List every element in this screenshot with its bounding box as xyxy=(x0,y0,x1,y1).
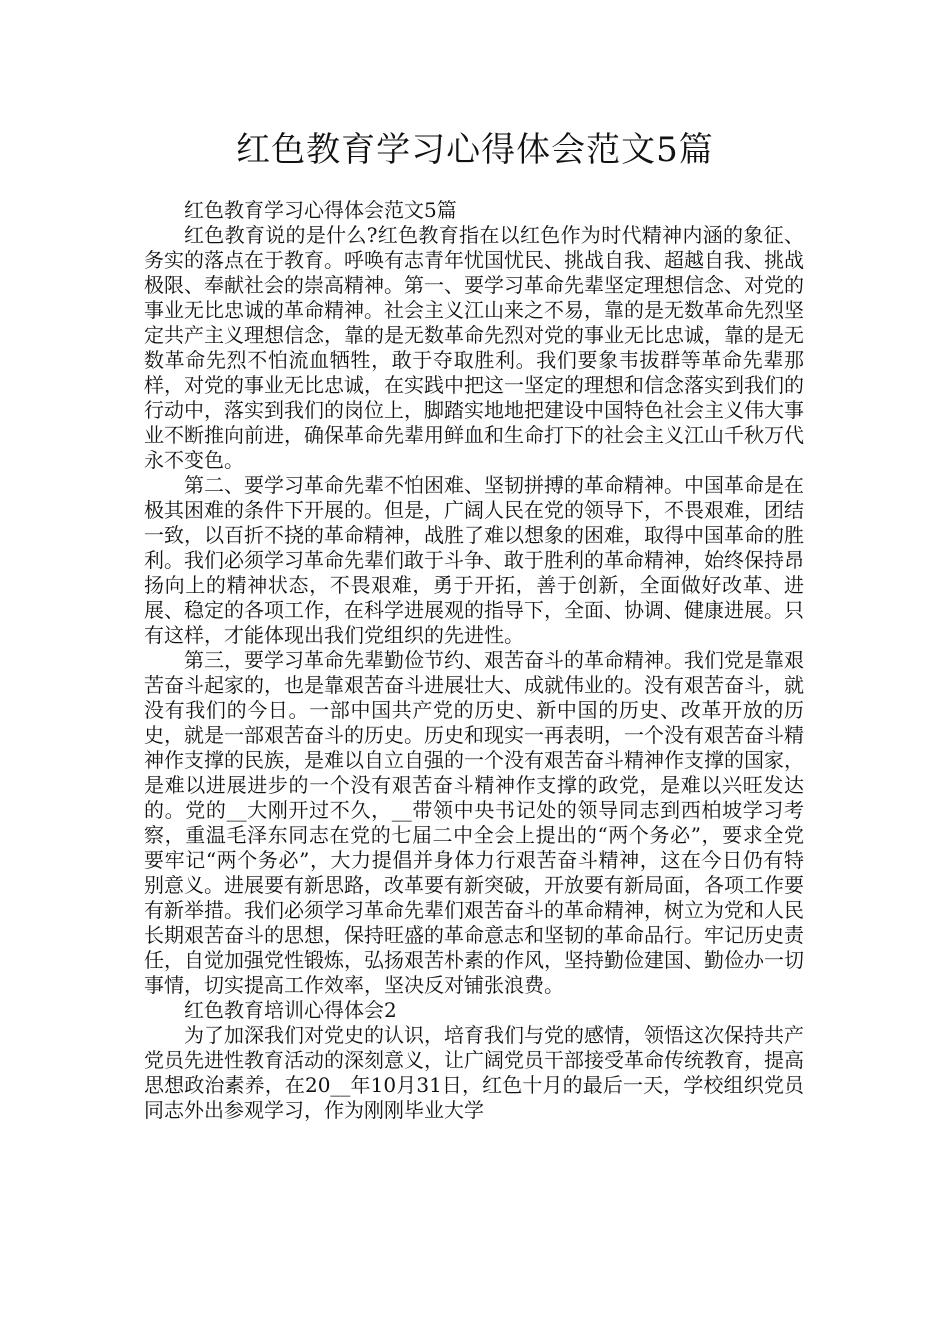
document-title: 红色教育学习心得体会范文5篇 xyxy=(236,130,714,170)
paragraph-section-heading: 红色教育培训心得体会2 xyxy=(184,998,397,1022)
paragraph-subtitle: 红色教育学习心得体会范文5篇 xyxy=(184,198,457,222)
paragraph-intro: 红色教育说的是什么?红色教育指在以红色作为时代精神内涵的象征、务实的落点在于教育。呼唤有志青年忧国忧民、挑战自我、超越自我、挑战极限、奉献社会的崇高精神。第一、要学习革命先辈坚定理想信念、对党的事业无比忠诚的革命精神。社会主义江山来之不易，靠的是无数革命先烈坚定共产主义理想信念，靠的是无数革命先烈对党的事业无比忠诚，靠的是无数革命先烈不怕流血牺牲，敢于夺取胜利。我们要象韦拔群等革命先辈那样，对党的事业无比忠诚，在实践中把这一坚定的理想和信念落实到我们的行动中，落实到我们的岗位上，脚踏实地地把建设中国特色社会主义伟大事业不断推向前进，确保革命先辈用鲜血和生命打下的社会主义江山千秋万代永不变色。 xyxy=(144,223,804,472)
paragraph-second: 第二、要学习革命先辈不怕困难、坚韧拼搏的革命精神。中国革命是在极其困难的条件下开展的。但是，广阔人民在党的领导下，不畏艰难，团结一致，以百折不挠的革命精神，战胜了难以想象的困难，取得中国革命的胜利。我们必须学习革命先辈们敢于斗争、敢于胜利的革命精神，始终保持昂扬向上的精神状态，不畏艰难，勇于开拓，善于创新，全面做好改革、进展、稳定的各项工作，在科学进展观的指导下，全面、协调、健康进展。只有这样，才能体现出我们党组织的先进性。 xyxy=(144,473,804,647)
document-body xyxy=(144,198,804,1123)
paragraph-third: 第三，要学习革命先辈勤俭节约、艰苦奋斗的革命精神。我们党是靠艰苦奋斗起家的，也是靠艰苦奋斗进展壮大、成就伟业的。没有艰苦奋斗，就没有我们的今日。一部中国共产党的历史、新中国的历史、改革开放的历史，就是一部艰苦奋斗的历史。历史和现实一再表明，一个没有艰苦奋斗精神作支撑的民族，是难以自立自强的一个没有艰苦奋斗精神作支撑的国家，是难以进展进步的一个没有艰苦奋斗精神作支撑的政党，是难以兴旺发达的。党的__大刚开过不久，__带领中央书记处的领导同志到西柏坡学习考察，重温毛泽东同志在党的七届二中全会上提出的“两个务必”，要求全党要牢记“两个务必”，大力提倡并身体力行艰苦奋斗精神，这在今日仍有特别意义。进展要有新思路，改革要有新突破，开放要有新局面，各项工作要有新举措。我们必须学习革命先辈们艰苦奋斗的革命精神，树立为党和人民长期艰苦奋斗的思想，保持旺盛的革命意志和坚韧的革命品行。牢记历史责任，自觉加强党性锻炼，弘扬艰苦朴素的作风，坚持勤俭建国、勤俭办一切事情，切实提高工作效率，坚决反对铺张浪费。 xyxy=(144,648,804,997)
paragraph-section-body: 为了加深我们对党史的认识，培育我们与党的感情，领悟这次保持共产党员先进性教育活动的深刻意义，让广阔党员干部接受革命传统教育，提高思想政治素养，在20__年10月31日，红色十月的最后一天，学校组织党员同志外出参观学习，作为刚刚毕业大学 xyxy=(144,1023,804,1122)
